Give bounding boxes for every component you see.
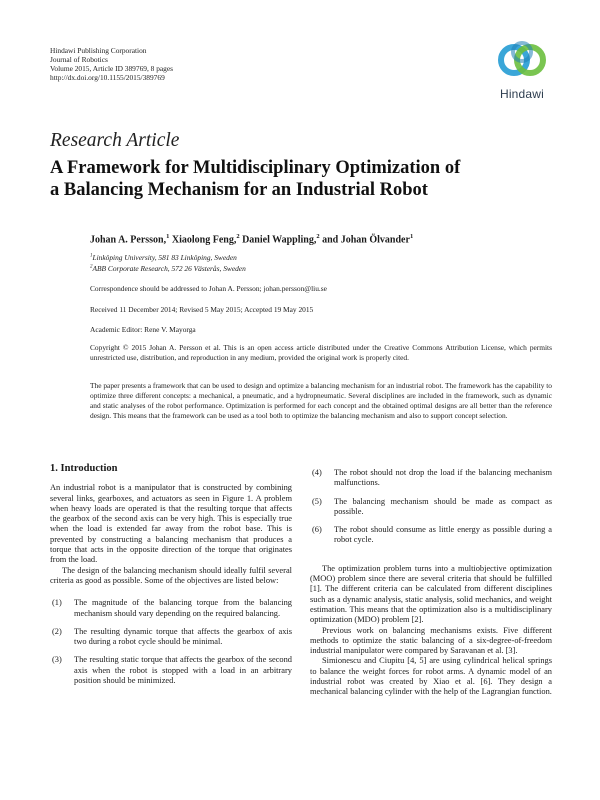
hindawi-logo [492, 38, 552, 100]
doi-link[interactable]: http://dx.doi.org/10.1155/2015/389769 [50, 73, 165, 82]
affiliation-number: 2 [90, 264, 93, 270]
article-title [50, 157, 560, 201]
author-affiliation-mark: 1 [166, 233, 170, 240]
affiliation-1 [90, 253, 237, 262]
list-item [310, 497, 552, 518]
body-paragraph: Simionescu and Ciupitu [4, 5] are using cylindrical helical springs to balance the weight forces for robot arms. A dynamic model of an industrial robot was created by Xiao et al. [6]. They design a mechanical balancing cylinder with the help of the Lagrangian function. [310, 656, 552, 697]
author-affiliation-mark: 2 [236, 233, 240, 240]
list-item [50, 627, 292, 648]
objectives-list-continued [310, 468, 552, 546]
author-list [90, 233, 413, 245]
publication-dates: Received 11 December 2014; Revised 5 May 2015; Accepted 19 May 2015 [90, 305, 314, 314]
title-line-2: a Balancing Mechanism for an Industrial Robot [50, 180, 428, 200]
author-name: Xiaolong Feng, [169, 234, 237, 246]
title-line-1: A Framework for Multidisciplinary Optimization of [50, 158, 461, 178]
list-number: (3) [52, 655, 62, 665]
logo-wordmark: Hindawi [499, 87, 545, 101]
list-number: (2) [52, 626, 62, 636]
journal-header [50, 46, 173, 82]
left-column [50, 464, 292, 686]
list-item [50, 598, 292, 619]
list-number: (5) [312, 496, 322, 506]
list-text: The robot should consume as little energy as possible during a robot cycle. [334, 525, 552, 545]
list-text: The resulting static torque that affects the gearbox of the second axis when the robot is stopped with a load in an arbitrary position should be minimized. [74, 655, 292, 686]
copyright-notice: Copyright © 2015 Johan A. Persson et al. This is an open access article distributed under the Creative Commons Attribution License, which permits unrestricted use, distribution, and reproduction in any medium, provided the original work is properly cited. [90, 343, 552, 362]
academic-editor: Academic Editor: Rene V. Mayorga [90, 325, 196, 334]
author-affiliation-mark: 2 [316, 233, 320, 240]
list-item [50, 655, 292, 686]
affiliation-2 [90, 264, 246, 273]
publisher-name: Hindawi Publishing Corporation [50, 46, 147, 55]
author-name: Johan A. Persson, [90, 234, 167, 246]
right-column [310, 468, 552, 698]
journal-name: Journal of Robotics [50, 55, 108, 64]
body-paragraph: Previous work on balancing mechanisms exists. Five different methods to optimize the static balancing of a six-degree-of-freedom industrial manipulator were compared by Saravanan et al. [3]. [310, 625, 552, 656]
list-text: The balancing mechanism should be made as compact as possible. [334, 496, 552, 516]
affiliation-text: ABB Corporate Research, 572 26 Västerås, Sweden [92, 264, 246, 273]
affiliation-text: Linköping University, 581 83 Linköping, Sweden [92, 253, 237, 262]
author-affiliation-mark: 1 [409, 233, 414, 240]
list-text: The resulting dynamic torque that affects the gearbox of axis two during a robot cycle should be minimal. [74, 626, 292, 647]
correspondence: Correspondence should be addressed to Johan A. Persson; johan.persson@liu.se [90, 284, 327, 293]
body-paragraph: The design of the balancing mechanism should ideally fulfil several criteria as good as possible. Some of the objectives are listed below: [50, 565, 292, 585]
body-paragraph: An industrial robot is a manipulator that is constructed by combining several links, gearboxes, and actuators as seen in Figure 1. A problem when heavy loads are operated is that the resulting torque that affects the gearbox of the second axis can be very high. This is especially true when the load is extended far away from the robot base. This is prevented by constructing a balancing mechanism that produces a torque that acts in the opposite direction of the torque that originates from the load. [50, 483, 292, 565]
author-name: Daniel Wappling, [239, 234, 317, 246]
list-number: (1) [52, 598, 62, 608]
list-number: (6) [312, 525, 322, 535]
list-item [310, 525, 552, 546]
objectives-list [50, 598, 292, 686]
list-item [310, 468, 552, 489]
list-text: The robot should not drop the load if the balancing mechanism malfunctions. [334, 468, 552, 488]
volume-info: Volume 2015, Article ID 389769, 8 pages [50, 64, 174, 73]
abstract: The paper presents a framework that can be used to design and optimize a balancing mechanism for an industrial robot. The framework has the capability to optimize three different concepts: a mechanical, a pneumatic, and a hydropneumatic. Several disciplines are included in the framework, such as dynamic and static analyses of the robot performance. Optimization is performed for each concept and the obtained optimal designs are all better than the reference design. This means that the framework can be used as a tool both to optimize the balancing mechanism and also to support concept selection. [90, 381, 552, 420]
affiliation-number: 1 [90, 253, 93, 259]
list-text: The magnitude of the balancing torque from the balancing mechanism should vary depending on the required balancing. [74, 598, 292, 618]
list-number: (4) [312, 468, 322, 477]
hindawi-logo-icon [492, 38, 552, 86]
body-paragraph: The optimization problem turns into a multiobjective optimization (MOO) problem since there are several criteria that should be fulfilled [1]. The different criteria can be calculated from different disciplines such as a dynamic analysis, static analysis, solid mechanics, and weight estimation. This means that the optimization also is a multidisciplinary optimization (MDO) problem [2]. [310, 563, 552, 625]
section-heading: 1. Introduction [50, 463, 118, 474]
article-type: Research Article [50, 130, 180, 151]
author-name: and Johan Ölvander [319, 234, 410, 246]
